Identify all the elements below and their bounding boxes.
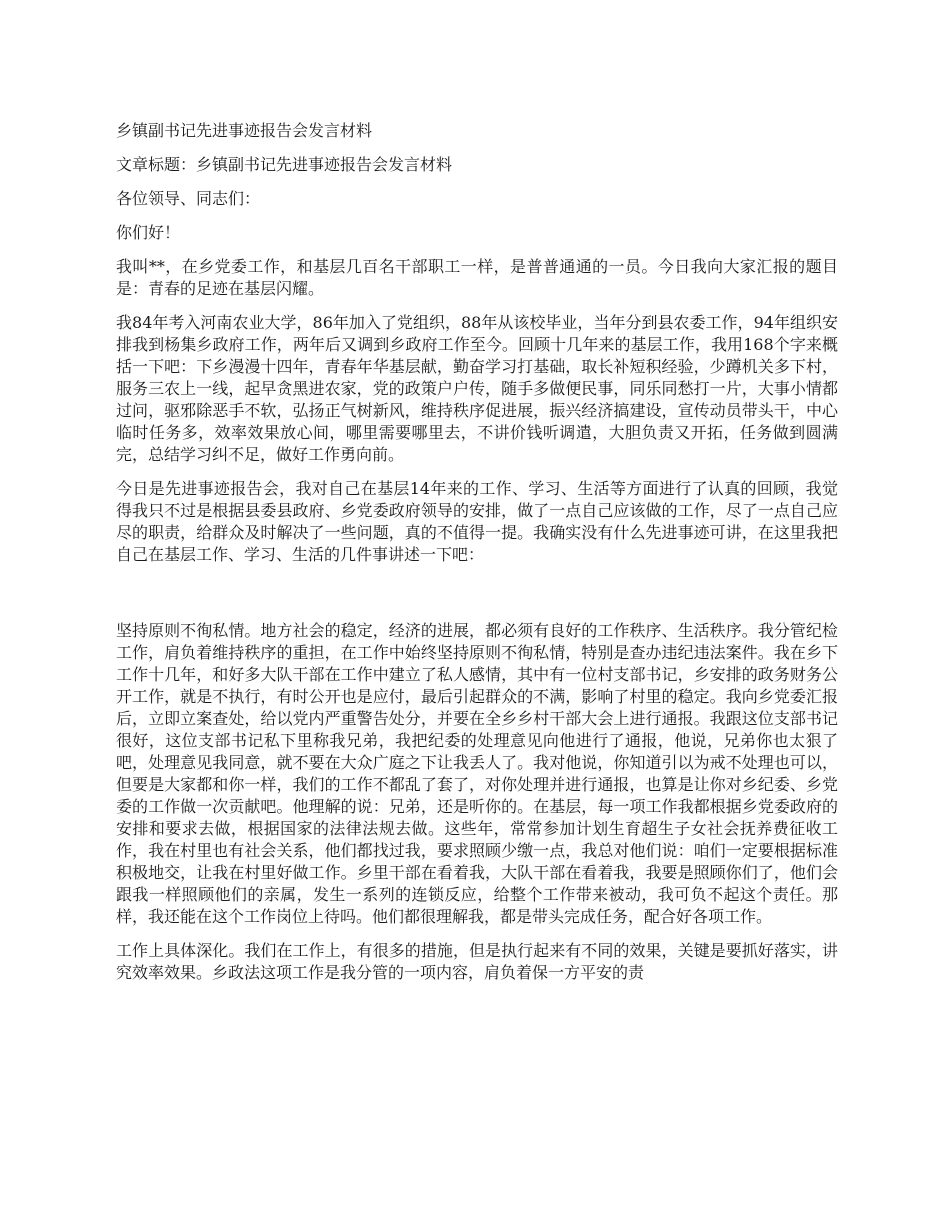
article-title-line: 文章标题：乡镇副书记先进事迹报告会发言材料 xyxy=(116,155,453,174)
paragraph-background: 我84年考入河南农业大学，86年加入了党组织，88年从该校毕业，当年分到县农委工作，94年组织安排我到杨集乡政府工作，两年后又调到乡政府工作至今。回顾十几年来的基层工作，我用168个字来概括一下吧：下乡漫漫十四年，青春年华基层献，勤奋学习打基础，取长补短积经验，少蹲机关多下村，服务三农上一线，起早贪黑进农家，党的政策户户传，随手多做便民事，同乐同愁打一片，大事小情都过问，驱邪除恶手不软，弘扬正气树新风，维持秩序促进展，振兴经济搞建设，宣传动员带头干，中心临时任务多，效率效果放心间，哪里需要哪里去，不讲价钱听调遣，大胆负责又开拓，任务做到圆满完，总结学习纠不足，做好工作勇向前。 xyxy=(116,313,838,464)
document-page xyxy=(116,120,838,996)
paragraph-principles: 坚持原则不徇私情。地方社会的稳定，经济的进展，都必须有良好的工作秩序、生活秩序。我分管纪检工作，肩负着维持秩序的重担，在工作中始终坚持原则不徇私情，特别是查办违纪违法案件。我在乡下工作十几年，和好多大队干部在工作中建立了私人感情，其中有一位村支部书记，乡安排的政务财务公开工作，就是不执行，有时公开也是应付，最后引起群众的不满，影响了村里的稳定。我向乡党委汇报后，立即立案查处，给以党内严重警告处分，并要在全乡乡村干部大会上进行通报。我跟这位支部书记很好，这位支部书记私下里称我兄弟，我把纪委的处理意见向他进行了通报，他说，兄弟你也太狠了吧，处理意见我同意，就不要在大众广庭之下让我丢人了。我对他说，你知道引以为戒不处理也可以，但要是大家都和你一样，我们的工作不都乱了套了，对你处理并进行通报，也算是让你对乡纪委、乡党委的工作做一次贡献吧。他理解的说：兄弟，还是听你的。在基层，每一项工作我都根据乡党委政府的安排和要求去做，根据国家的法律法规去做。这些年，常常参加计划生育超生子女社会抚养费征收工作，我在村里也有社会关系，他们都找过我，要求照顾少缴一点，我总对他们说：咱们一定要根据标准积极地交，让我在村里好做工作。乡里干部在看着我，大队干部在看着我，我要是照顾你们了，他们会跟我一样照顾他们的亲属，发生一系列的连锁反应，给整个工作带来被动，我可负不起这个责任。那样，我还能在这个工作岗位上待吗。他们都很理解我，都是带头完成任务，配合好各项工作。 xyxy=(116,621,838,926)
document-title: 乡镇副书记先进事迹报告会发言材料 xyxy=(116,121,373,140)
salutation: 各位领导、同志们： xyxy=(116,189,261,208)
paragraph-review: 今日是先进事迹报告会，我对自己在基层14年来的工作、学习、生活等方面进行了认真的回顾，我觉得我只不过是根据县委县政府、乡党委政府领导的安排，做了一点自己应该做的工作，尽了一点自己应尽的职责，给群众及时解决了一些问题，真的不值得一提。我确实没有什么先进事迹可讲，在这里我把自己在基层工作、学习、生活的几件事讲述一下吧： xyxy=(116,479,838,564)
paragraph-introduction: 我叫**，在乡党委工作，和基层几百名干部职工一样，是普普通通的一员。今日我向大家汇报的题目是：青春的足迹在基层闪耀。 xyxy=(116,257,838,298)
paragraph-work-deepening: 工作上具体深化。我们在工作上，有很多的措施，但是执行起来有不同的效果，关键是要抓好落实，讲究效率效果。乡政法这项工作是我分管的一项内容，肩负着保一方平安的责 xyxy=(116,941,838,982)
greeting: 你们好！ xyxy=(116,223,181,242)
blank-spacer xyxy=(116,578,838,620)
